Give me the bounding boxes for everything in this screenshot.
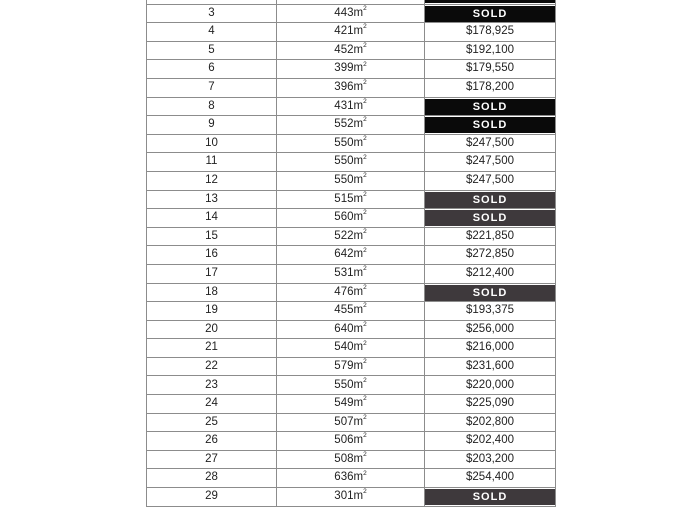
lot-area-value: 476m xyxy=(334,285,364,298)
lot-number-cell: 9 xyxy=(147,116,277,135)
lot-number-cell: 17 xyxy=(147,264,277,283)
lot-price-value: $225,090 xyxy=(466,397,514,410)
table-row xyxy=(147,41,556,60)
lot-price-value: $254,400 xyxy=(466,471,514,484)
lot-area-value: 396m xyxy=(334,81,364,94)
lot-price-cell xyxy=(425,450,556,469)
lot-area-cell xyxy=(277,339,425,358)
lot-price-table xyxy=(146,0,556,507)
table-row xyxy=(147,209,556,228)
area-unit-superscript: 2 xyxy=(363,153,367,161)
table-row xyxy=(147,171,556,190)
lot-number-cell: 7 xyxy=(147,78,277,97)
table-row xyxy=(147,395,556,414)
lot-number-cell: 11 xyxy=(147,153,277,172)
lot-price-value: $212,400 xyxy=(466,266,514,279)
lot-area-cell xyxy=(277,97,425,116)
lot-area-value: 399m xyxy=(334,62,364,75)
lot-area-value: 508m xyxy=(334,452,364,465)
lot-area-value: 421m xyxy=(334,25,364,38)
lot-area-value: 531m xyxy=(334,266,364,279)
lot-price-value: $202,800 xyxy=(466,415,514,428)
lot-area-value: 560m xyxy=(334,211,364,224)
lot-area-value: 431m xyxy=(334,99,364,112)
lot-price-cell xyxy=(425,320,556,339)
lot-price-cell xyxy=(425,60,556,79)
area-unit-superscript: 2 xyxy=(363,4,367,12)
lot-area-cell xyxy=(277,246,425,265)
sold-badge: SOLD xyxy=(425,192,555,208)
lot-number-cell: 12 xyxy=(147,171,277,190)
lot-area-cell xyxy=(277,302,425,321)
lot-area-value: 550m xyxy=(334,173,364,186)
sold-badge: SOLD xyxy=(425,6,555,22)
lot-area-value: 579m xyxy=(334,359,364,372)
lot-price-cell xyxy=(425,246,556,265)
lot-area-value: 552m xyxy=(334,118,364,131)
lot-price-cell xyxy=(425,395,556,414)
lot-area-value: 455m xyxy=(334,304,364,317)
lot-number-cell: 5 xyxy=(147,41,277,60)
lot-area-cell xyxy=(277,116,425,135)
lot-area-cell xyxy=(277,488,425,507)
lot-number-cell: 8 xyxy=(147,97,277,116)
lot-table-body xyxy=(147,0,556,506)
area-unit-superscript: 2 xyxy=(363,190,367,198)
area-unit-superscript: 2 xyxy=(363,42,367,49)
lot-number-cell: 16 xyxy=(147,246,277,265)
area-unit-superscript: 2 xyxy=(363,209,367,217)
area-unit-superscript: 2 xyxy=(363,265,367,273)
lot-price-value: $221,850 xyxy=(466,229,514,242)
area-unit-superscript: 2 xyxy=(363,413,367,421)
area-unit-superscript: 2 xyxy=(363,451,367,459)
lot-price-cell xyxy=(425,209,556,228)
lot-price-cell xyxy=(425,227,556,246)
lot-area-cell xyxy=(277,264,425,283)
table-row xyxy=(147,190,556,209)
lot-number-cell: 10 xyxy=(147,134,277,153)
area-unit-superscript: 2 xyxy=(363,320,367,328)
lot-area-cell xyxy=(277,227,425,246)
area-unit-superscript: 2 xyxy=(363,227,367,235)
lot-area-cell xyxy=(277,78,425,97)
lot-price-value: $247,500 xyxy=(466,155,514,168)
sold-badge: SOLD xyxy=(425,489,555,505)
area-unit-superscript: 2 xyxy=(363,488,367,496)
lot-number-cell: 27 xyxy=(147,450,277,469)
table-row xyxy=(147,78,556,97)
lot-area-value: 550m xyxy=(334,155,364,168)
area-unit-superscript: 2 xyxy=(363,23,367,31)
lot-area-cell xyxy=(277,171,425,190)
lot-price-value: $203,200 xyxy=(466,452,514,465)
area-unit-superscript: 2 xyxy=(363,376,367,384)
lot-area-cell xyxy=(277,357,425,376)
table-row xyxy=(147,432,556,451)
lot-price-value: $272,850 xyxy=(466,248,514,261)
lot-area-value: 540m xyxy=(334,341,364,354)
lot-price-value: $178,200 xyxy=(466,81,514,94)
table-row xyxy=(147,227,556,246)
lot-price-cell xyxy=(425,97,556,116)
table-row xyxy=(147,339,556,358)
table-row xyxy=(147,283,556,302)
lot-number-cell: 23 xyxy=(147,376,277,395)
lot-number-cell: 22 xyxy=(147,357,277,376)
area-unit-superscript: 2 xyxy=(363,469,367,477)
lot-area-cell xyxy=(277,320,425,339)
lot-price-cell xyxy=(425,283,556,302)
lot-area-value: 515m xyxy=(334,192,364,205)
lot-price-cell xyxy=(425,134,556,153)
lot-price-value: $231,600 xyxy=(466,359,514,372)
lot-area-cell xyxy=(277,190,425,209)
lot-price-cell xyxy=(425,469,556,488)
table-row xyxy=(147,469,556,488)
area-unit-superscript: 2 xyxy=(363,246,367,254)
lot-price-value: $192,100 xyxy=(466,43,514,56)
lot-area-cell xyxy=(277,432,425,451)
table-row xyxy=(147,60,556,79)
lot-area-value: 507m xyxy=(334,415,364,428)
lot-price-cell xyxy=(425,78,556,97)
lot-price-value: $178,925 xyxy=(466,25,514,38)
lot-area-cell xyxy=(277,450,425,469)
area-unit-superscript: 2 xyxy=(363,134,367,142)
table-row xyxy=(147,488,556,507)
lot-area-value: 549m xyxy=(334,397,364,410)
table-row xyxy=(147,23,556,42)
lot-number-cell: 4 xyxy=(147,23,277,42)
area-unit-superscript: 2 xyxy=(363,339,367,347)
lot-area-cell xyxy=(277,395,425,414)
table-row xyxy=(147,376,556,395)
lot-number-cell: 13 xyxy=(147,190,277,209)
area-unit-superscript: 2 xyxy=(363,432,367,440)
lot-number-cell: 28 xyxy=(147,469,277,488)
lot-price-cell xyxy=(425,23,556,42)
table-row xyxy=(147,246,556,265)
lot-number-cell: 24 xyxy=(147,395,277,414)
table-row xyxy=(147,302,556,321)
area-unit-superscript: 2 xyxy=(363,172,367,180)
sold-badge: SOLD xyxy=(425,117,555,133)
sold-badge xyxy=(425,0,555,3)
lot-number-cell: 3 xyxy=(147,4,277,23)
lot-area-cell xyxy=(277,376,425,395)
area-unit-superscript: 2 xyxy=(363,97,367,105)
lot-number-cell: 19 xyxy=(147,302,277,321)
lot-area-cell xyxy=(277,23,425,42)
table-row xyxy=(147,450,556,469)
lot-area-cell xyxy=(277,134,425,153)
lot-price-value: $247,500 xyxy=(466,136,514,149)
lot-area-value: 640m xyxy=(334,322,364,335)
table-row xyxy=(147,97,556,116)
area-unit-superscript: 2 xyxy=(363,302,367,310)
sold-badge: SOLD xyxy=(425,99,555,115)
lot-price-cell xyxy=(425,264,556,283)
lot-price-cell xyxy=(425,376,556,395)
table-row xyxy=(147,357,556,376)
lot-area-value: 301m xyxy=(334,490,364,503)
lot-price-cell xyxy=(425,432,556,451)
lot-number-cell: 20 xyxy=(147,320,277,339)
lot-number-cell: 21 xyxy=(147,339,277,358)
lot-number-cell: 14 xyxy=(147,209,277,228)
lot-price-value: $193,375 xyxy=(466,304,514,317)
lot-number-cell: 6 xyxy=(147,60,277,79)
lot-number-cell: 15 xyxy=(147,227,277,246)
lot-area-cell xyxy=(277,41,425,60)
area-unit-superscript: 2 xyxy=(363,79,367,87)
lot-number-cell: 25 xyxy=(147,413,277,432)
lot-area-value: 522m xyxy=(334,229,364,242)
lot-area-value: 443m xyxy=(334,6,364,19)
table-row xyxy=(147,153,556,172)
table-row xyxy=(147,116,556,135)
lot-area-cell xyxy=(277,209,425,228)
lot-price-value: $202,400 xyxy=(466,434,514,447)
table-row xyxy=(147,4,556,23)
lot-number-cell: 18 xyxy=(147,283,277,302)
lot-price-cell xyxy=(425,190,556,209)
area-unit-superscript: 2 xyxy=(363,116,367,124)
lot-price-value: $216,000 xyxy=(466,341,514,354)
area-unit-superscript: 2 xyxy=(363,395,367,403)
lot-price-cell xyxy=(425,488,556,507)
table-row xyxy=(147,134,556,153)
lot-area-value: 550m xyxy=(334,136,364,149)
sold-badge: SOLD xyxy=(425,210,555,226)
lot-price-cell xyxy=(425,171,556,190)
lot-area-value: 506m xyxy=(334,434,364,447)
lot-price-value: $179,550 xyxy=(466,62,514,75)
lot-area-cell xyxy=(277,413,425,432)
table-row xyxy=(147,264,556,283)
lot-area-cell xyxy=(277,153,425,172)
lot-price-cell xyxy=(425,302,556,321)
lot-price-cell xyxy=(425,339,556,358)
lot-area-cell xyxy=(277,469,425,488)
lot-price-value: $247,500 xyxy=(466,173,514,186)
lot-area-cell xyxy=(277,4,425,23)
lot-price-cell xyxy=(425,153,556,172)
area-unit-superscript: 2 xyxy=(363,60,367,68)
table-row xyxy=(147,320,556,339)
area-unit-superscript: 2 xyxy=(363,358,367,366)
lot-area-value: 642m xyxy=(334,248,364,261)
lot-area-value: 636m xyxy=(334,471,364,484)
table-row xyxy=(147,413,556,432)
area-unit-superscript: 2 xyxy=(363,283,367,291)
lot-price-value: $220,000 xyxy=(466,378,514,391)
lot-area-cell xyxy=(277,283,425,302)
lot-area-cell xyxy=(277,60,425,79)
lot-price-cell xyxy=(425,116,556,135)
lot-price-cell xyxy=(425,413,556,432)
sold-badge: SOLD xyxy=(425,285,555,301)
lot-number-cell: 26 xyxy=(147,432,277,451)
lot-price-cell xyxy=(425,41,556,60)
lot-area-value: 550m xyxy=(334,378,364,391)
lot-price-cell xyxy=(425,4,556,23)
lot-area-value: 452m xyxy=(334,43,364,56)
lot-price-value: $256,000 xyxy=(466,322,514,335)
lot-price-cell xyxy=(425,357,556,376)
lot-number-cell: 29 xyxy=(147,488,277,507)
